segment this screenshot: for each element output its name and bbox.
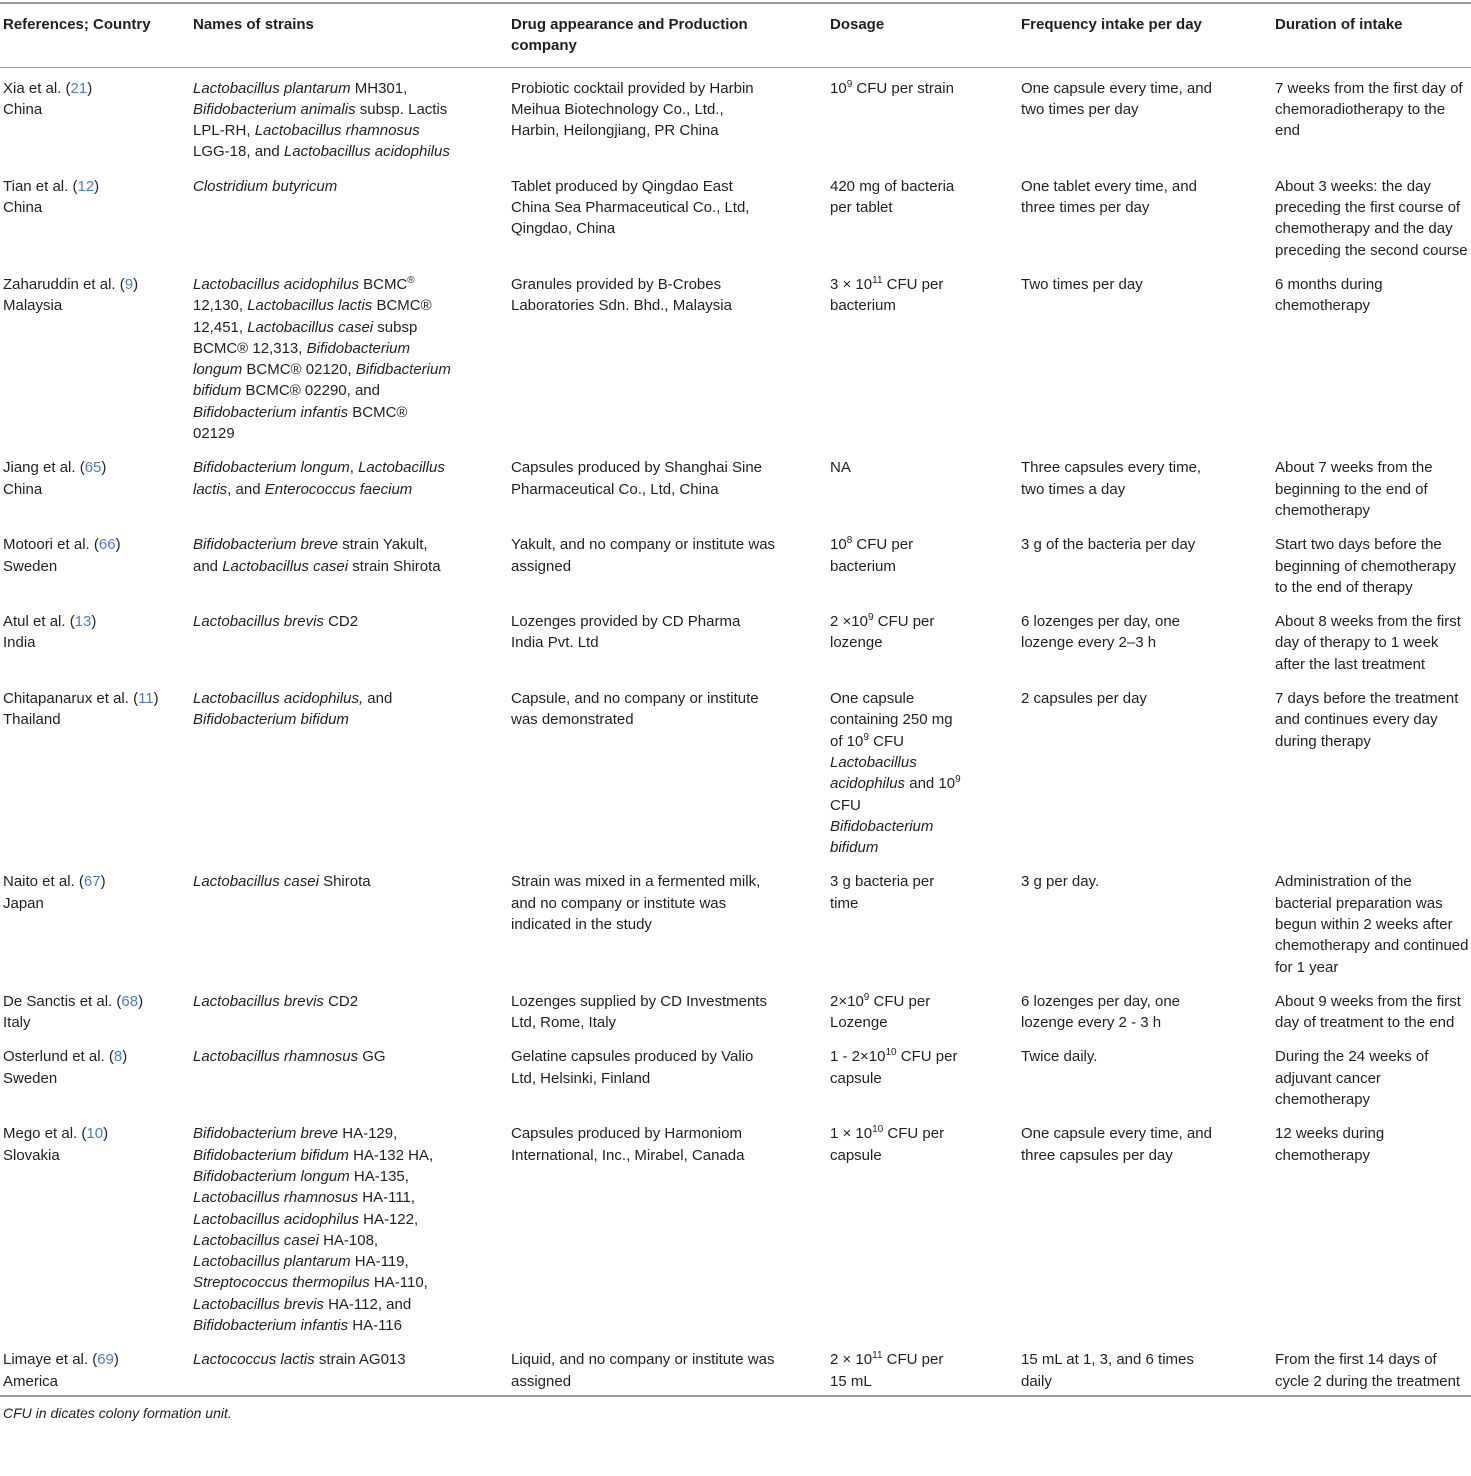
reference-close: ) <box>122 1048 128 1066</box>
dosage-text: CFU per capsule <box>830 1125 945 1164</box>
country: Sweden <box>3 557 58 575</box>
strain-name: Lactobacillus brevis <box>193 1295 324 1313</box>
strain-name: Streptococcus thermopilus <box>193 1274 370 1292</box>
strain-name: Lactobacillus acidophilus <box>193 275 359 293</box>
dosage-cell <box>830 611 1021 675</box>
strains-cell <box>193 1123 511 1336</box>
reference-cell <box>0 991 193 1034</box>
dosage-cell <box>830 991 1021 1034</box>
frequency-cell: Two times per day <box>1021 275 1143 293</box>
reference-close: ) <box>133 275 139 293</box>
reference-link[interactable]: 67 <box>83 873 101 891</box>
duration-cell: 6 months during chemotherapy <box>1275 275 1383 315</box>
strain-text: ® <box>407 274 415 286</box>
table-row <box>0 678 1471 861</box>
strain-text: BCMC® 02129 <box>193 403 408 443</box>
strain-name: Bifidobacterium longum <box>193 339 410 379</box>
drug-cell: Tablet produced by Qingdao East China Sea Pharmaceutical Co., Ltd, Qingdao, China <box>511 177 750 238</box>
country: Japan <box>3 894 44 912</box>
strain-name: Lactobacillus lactis <box>193 459 445 498</box>
strain-name: Lactobacillus plantarum <box>193 79 351 97</box>
strains-cell <box>193 871 511 977</box>
strain-text: subsp. Lactis LPL-RH, <box>193 100 448 140</box>
reference-cell <box>0 457 193 521</box>
drug-cell: Lozenges provided by CD Pharma India Pvt. Ltd <box>511 613 741 652</box>
country: Sweden <box>3 1069 58 1087</box>
reference-link[interactable]: 65 <box>84 459 102 477</box>
strain-name: Bifidobacterium breve <box>193 536 339 554</box>
dosage-exponent: 11 <box>872 274 883 286</box>
dosage-text: CFU per Lozenge <box>830 992 931 1032</box>
reference-close: ) <box>153 690 159 708</box>
dosage-cell <box>830 176 1021 261</box>
frequency-cell: 3 g per day. <box>1021 873 1100 891</box>
dosage-cell <box>830 274 1021 444</box>
table-row <box>0 981 1471 1037</box>
strain-text: CD2 <box>323 613 359 631</box>
frequency-cell: One tablet every time, and three times per day <box>1021 177 1197 217</box>
strain-text: HA-110, <box>369 1274 428 1292</box>
reference-link[interactable]: 8 <box>113 1048 123 1066</box>
strains-cell <box>193 991 511 1034</box>
duration-cell: About 8 weeks from the first day of therapy to 1 week after the last treatment <box>1275 613 1461 673</box>
duration-cell: Start two days before the beginning of chemotherapy to the end of therapy <box>1275 536 1456 596</box>
reference-author: Jiang et al. ( <box>3 459 85 477</box>
drug-cell: Granules provided by B-Crobes Laboratories Sdn. Bhd., Malaysia <box>511 275 732 315</box>
reference-cell <box>0 78 193 163</box>
duration-cell: During the 24 weeks of adjuvant cancer chemotherapy <box>1275 1048 1429 1109</box>
strain-text: BCMC® 02120, <box>242 361 356 379</box>
frequency-cell: 2 capsules per day <box>1021 690 1147 708</box>
strain-name: Lactobacillus casei <box>193 1231 319 1249</box>
dosage-cell <box>830 457 1021 521</box>
strain-text: HA-112, and <box>323 1295 412 1313</box>
reference-link[interactable]: 12 <box>77 177 95 195</box>
strain-name: Lactobacillus brevis <box>193 992 324 1010</box>
strain-name: Enterococcus faecium <box>264 480 413 498</box>
drug-cell: Probiotic cocktail provided by Harbin Meihua Biotechnology Co., Ltd., Harbin, Heilongjiang, PR China <box>511 79 754 140</box>
strain-text: , <box>349 459 359 477</box>
strain-name: Lactobacillus rhamnosus <box>193 1048 359 1066</box>
strain-name: Lactobacillus casei <box>247 318 374 336</box>
drug-cell: Lozenges supplied by CD Investments Ltd, Rome, Italy <box>511 992 767 1032</box>
strains-cell <box>193 274 511 444</box>
table-row <box>0 68 1471 166</box>
reference-author: Limaye et al. ( <box>3 1351 98 1369</box>
strain-text: LGG-18, and <box>193 143 284 161</box>
frequency-cell: 6 lozenges per day, one lozenge every 2–3 h <box>1021 613 1181 652</box>
strains-cell <box>193 78 511 163</box>
reference-close: ) <box>138 992 144 1010</box>
reference-link[interactable]: 9 <box>124 275 134 293</box>
reference-link[interactable]: 68 <box>121 992 139 1010</box>
country: China <box>3 100 43 118</box>
dosage-text: NA <box>830 459 851 477</box>
header-references: References; Country <box>3 16 151 33</box>
reference-author: Zaharuddin et al. ( <box>3 275 125 293</box>
reference-author: Mego et al. ( <box>3 1125 87 1143</box>
drug-cell: Yakult, and no company or institute was assigned <box>511 536 776 575</box>
strain-text: strain AG013 <box>314 1351 406 1369</box>
dosage-text: Lactobacillus acidophilus <box>830 753 917 793</box>
strain-text: subsp BCMC® 12,313, <box>193 318 418 357</box>
dosage-text: One capsule containing 250 mg of 10 <box>830 690 953 750</box>
reference-cell <box>0 534 193 598</box>
reference-author: Chitapanarux et al. ( <box>3 690 139 708</box>
strain-name: Bifidobacterium bifidum <box>193 1146 349 1164</box>
dosage-text: CFU per bacterium <box>830 536 914 575</box>
drug-cell: Gelatine capsules produced by Valio Ltd, Helsinki, Finland <box>511 1048 754 1087</box>
drug-cell: Capsules produced by Shanghai Sine Pharmaceutical Co., Ltd, China <box>511 459 763 498</box>
drug-cell: Liquid, and no company or institute was assigned <box>511 1351 775 1390</box>
strains-cell <box>193 1046 511 1110</box>
dosage-exponent: 9 <box>863 731 869 743</box>
strain-text: BCMC <box>358 275 408 293</box>
strain-text: GG <box>358 1048 386 1066</box>
reference-author: De Sanctis et al. ( <box>3 992 122 1010</box>
duration-cell: About 3 weeks: the day preceding the first course of chemotherapy and the day preceding the second course <box>1275 177 1468 259</box>
probiotic-table <box>0 2 1471 1424</box>
reference-cell <box>0 1349 193 1392</box>
reference-author: Tian et al. ( <box>3 177 78 195</box>
dosage-text: 10 <box>830 536 847 554</box>
dosage-cell <box>830 688 1021 858</box>
drug-cell: Strain was mixed in a fermented milk, and no company or institute was indicated in the study <box>511 873 761 933</box>
reference-link[interactable]: 11 <box>138 690 154 708</box>
strain-text: strain Yakult, and <box>193 536 428 575</box>
drug-cell: Capsules produced by Harmoniom International, Inc., Mirabel, Canada <box>511 1125 745 1164</box>
dosage-exponent: 9 <box>955 774 961 786</box>
table-row <box>0 524 1471 601</box>
table-row <box>0 601 1471 678</box>
dosage-text: 1 - 2×10 <box>830 1048 886 1066</box>
table-row <box>0 447 1471 524</box>
drug-cell: Capsule, and no company or institute was demonstrated <box>511 690 759 729</box>
reference-cell <box>0 1046 193 1110</box>
dosage-text: 420 mg of bacteria per tablet <box>830 177 955 217</box>
country: Thailand <box>3 711 61 729</box>
country: India <box>3 634 36 652</box>
duration-cell: Administration of the bacterial preparation was begun within 2 weeks after chemotherapy and continued for 1 year <box>1275 873 1469 976</box>
strain-text: , and <box>227 480 265 498</box>
table-row <box>0 166 1471 264</box>
dosage-exponent: 8 <box>846 535 853 547</box>
header-strains: Names of strains <box>193 16 314 33</box>
reference-close: ) <box>113 1351 119 1369</box>
strain-name: Bifidobacterium breve <box>193 1125 339 1143</box>
reference-link[interactable]: 13 <box>74 613 92 631</box>
strain-text: Shirota <box>318 873 371 891</box>
frequency-cell: 15 mL at 1, 3, and 6 times daily <box>1021 1351 1194 1390</box>
country: America <box>3 1372 59 1390</box>
dosage-text: 10 <box>830 79 847 97</box>
reference-cell <box>0 871 193 977</box>
strain-text: HA-135, <box>349 1167 409 1185</box>
dosage-text: CFU per bacterium <box>830 275 944 315</box>
reference-author: Naito et al. ( <box>3 873 84 891</box>
strain-text: HA-129, <box>338 1125 398 1143</box>
dosage-text: CFU <box>830 796 861 814</box>
strain-text: HA-116 <box>348 1317 402 1335</box>
dosage-cell <box>830 1349 1021 1392</box>
dosage-exponent: 11 <box>872 1350 883 1362</box>
dosage-text: 2×10 <box>830 992 864 1010</box>
country: China <box>3 480 43 498</box>
strain-name: Lactobacillus plantarum <box>193 1253 351 1271</box>
dosage-text: Bifidobacterium bifidum <box>830 817 934 857</box>
strain-text: BCMC® 12,451, <box>193 297 432 336</box>
table-row <box>0 1339 1471 1395</box>
reference-author: Motoori et al. ( <box>3 536 99 554</box>
strains-cell <box>193 534 511 598</box>
dosage-exponent: 10 <box>885 1047 897 1059</box>
header-frequency: Frequency intake per day <box>1021 16 1202 33</box>
dosage-text: and 10 <box>905 775 956 793</box>
strain-name: Lactococcus lactis <box>193 1351 315 1369</box>
dosage-text: 3 × 10 <box>830 275 873 293</box>
strain-name: Bifidbacterium bifidum <box>193 361 451 400</box>
header-dosage: Dosage <box>830 16 885 33</box>
dosage-text: 2 ×10 <box>830 613 868 631</box>
reference-cell <box>0 611 193 675</box>
reference-cell <box>0 1123 193 1336</box>
dosage-text: CFU <box>868 732 904 750</box>
reference-cell <box>0 688 193 858</box>
strain-name: Lactobacillus casei <box>193 873 319 891</box>
dosage-cell <box>830 534 1021 598</box>
strain-name: Bifidobacterium longum <box>193 459 350 477</box>
table-row <box>0 264 1471 447</box>
strains-cell <box>193 688 511 858</box>
footnote: CFU in dicates colony formation unit. <box>3 1404 232 1421</box>
strains-cell <box>193 457 511 521</box>
reference-author: Osterlund et al. ( <box>3 1048 114 1066</box>
table-row <box>0 1113 1471 1339</box>
strain-name: Bifidobacterium bifidum <box>193 711 349 729</box>
strain-name: Lactobacillus brevis <box>193 613 324 631</box>
header-duration: Duration of intake <box>1275 16 1403 33</box>
duration-cell: About 9 weeks from the first day of treatment to the end <box>1275 992 1461 1032</box>
strain-text: BCMC® 02290, and <box>241 382 380 400</box>
country: Italy <box>3 1014 31 1032</box>
country: China <box>3 199 43 217</box>
dosage-cell <box>830 1123 1021 1336</box>
duration-cell: 12 weeks during chemotherapy <box>1275 1125 1385 1164</box>
duration-cell: About 7 weeks from the beginning to the end of chemotherapy <box>1275 459 1433 519</box>
frequency-cell: Twice daily. <box>1021 1048 1098 1066</box>
country: Slovakia <box>3 1146 60 1164</box>
strain-text: MH301, <box>350 79 408 97</box>
frequency-cell: One capsule every time, and two times per day <box>1021 79 1212 118</box>
strain-name: Lactobacillus rhamnosus <box>193 1189 359 1207</box>
table-row <box>0 861 1471 980</box>
dosage-exponent: 9 <box>867 612 874 624</box>
dosage-cell <box>830 871 1021 977</box>
dosage-text: CFU per capsule <box>830 1048 958 1087</box>
strain-name: Bifidobacterium longum <box>193 1167 350 1185</box>
dosage-text: 3 g bacteria per time <box>830 873 935 912</box>
table-body <box>0 68 1471 1395</box>
reference-close: ) <box>115 536 121 554</box>
strain-text: HA-122, <box>358 1210 419 1228</box>
frequency-cell: 6 lozenges per day, one lozenge every 2 - 3 h <box>1021 992 1181 1032</box>
strain-name: Lactobacillus casei <box>222 557 349 575</box>
dosage-text: CFU per 15 mL <box>830 1351 944 1390</box>
strain-name: Bifidobacterium animalis <box>193 100 356 118</box>
strain-name: Clostridium butyricum <box>193 177 338 195</box>
duration-cell: 7 weeks from the first day of chemoradiotherapy to the end <box>1275 79 1463 140</box>
dosage-text: CFU per lozenge <box>830 613 935 652</box>
strain-text: strain Shirota <box>348 557 441 575</box>
dosage-text: 1 × 10 <box>830 1125 873 1143</box>
dosage-cell <box>830 1046 1021 1110</box>
dosage-exponent: 9 <box>846 78 853 90</box>
strain-name: Bifidobacterium infantis <box>193 1317 349 1335</box>
strain-text: HA-119, <box>350 1253 409 1271</box>
duration-cell: From the first 14 days of cycle 2 during the treatment <box>1275 1351 1461 1390</box>
strains-cell <box>193 176 511 261</box>
strain-name: Bifidobacterium infantis <box>193 403 349 421</box>
strain-name: Lactobacillus acidophilus <box>193 1210 359 1228</box>
strain-text: HA-111, <box>358 1189 416 1207</box>
reference-author: Atul et al. ( <box>3 613 75 631</box>
reference-link[interactable]: 66 <box>98 536 116 554</box>
strain-name: Lactobacillus acidophilus, <box>193 690 364 708</box>
dosage-cell <box>830 78 1021 163</box>
header-row <box>0 4 1471 67</box>
reference-close: ) <box>91 613 97 631</box>
table-row <box>0 1036 1471 1113</box>
strain-text: HA-132 HA, <box>348 1146 434 1164</box>
strains-cell <box>193 611 511 675</box>
reference-author: Xia et al. ( <box>3 79 71 97</box>
strain-name: Lactobacillus acidophilus <box>283 143 450 161</box>
reference-cell <box>0 176 193 261</box>
strain-text: CD2 <box>323 992 359 1010</box>
strain-name: Lactobacillus rhamnosus <box>254 122 420 140</box>
duration-cell: 7 days before the treatment and continues every day during therapy <box>1275 690 1459 750</box>
strain-name: Lactobacillus lactis <box>247 297 373 315</box>
frequency-cell: 3 g of the bacteria per day <box>1021 536 1196 554</box>
frequency-cell: One capsule every time, and three capsules per day <box>1021 1125 1212 1164</box>
reference-close: ) <box>87 79 93 97</box>
header-drug: Drug appearance and Production company <box>511 16 748 55</box>
reference-cell <box>0 274 193 444</box>
reference-link[interactable]: 21 <box>70 79 88 97</box>
strain-text: 12,130, <box>193 297 248 315</box>
reference-close: ) <box>103 1125 109 1143</box>
strain-text: HA-108, <box>318 1231 379 1249</box>
reference-link[interactable]: 69 <box>97 1351 114 1369</box>
strain-text: and <box>363 690 393 708</box>
dosage-exponent: 9 <box>863 991 870 1003</box>
reference-close: ) <box>101 459 107 477</box>
strains-cell <box>193 1349 511 1392</box>
country: Malaysia <box>3 297 63 315</box>
reference-close: ) <box>94 177 100 195</box>
dosage-exponent: 10 <box>872 1124 884 1136</box>
reference-close: ) <box>100 873 106 891</box>
frequency-cell: Three capsules every time, two times a day <box>1021 459 1202 498</box>
reference-link[interactable]: 10 <box>86 1125 104 1143</box>
dosage-text: CFU per strain <box>852 79 954 97</box>
dosage-text: 2 × 10 <box>830 1351 873 1369</box>
